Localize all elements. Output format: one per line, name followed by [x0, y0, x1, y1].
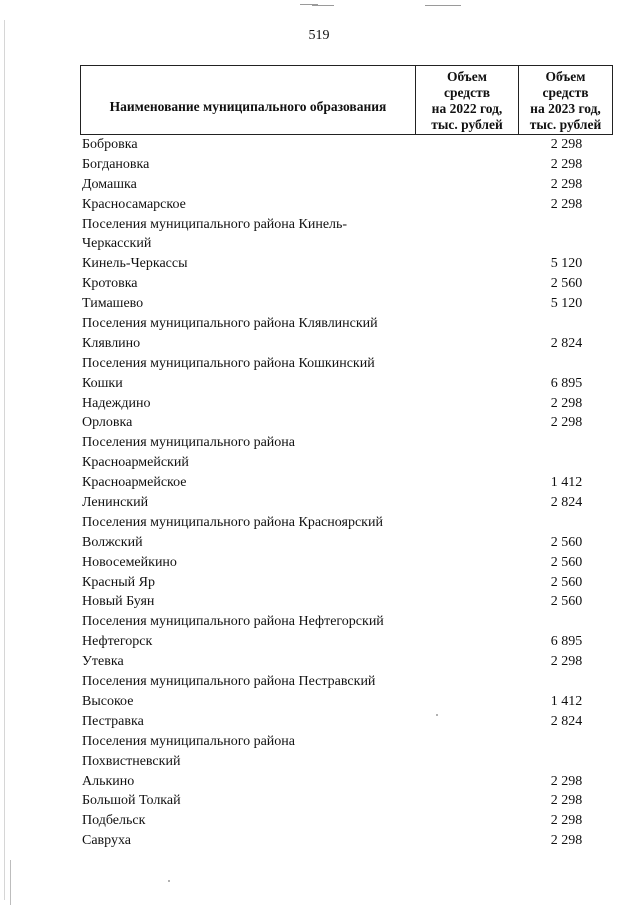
scan-speck	[436, 714, 438, 716]
municipality-name: Волжский	[82, 534, 143, 550]
amount-2022	[417, 254, 520, 274]
amount-2022	[417, 413, 520, 433]
municipality-name: Нефтегорск	[82, 634, 153, 650]
table-row	[80, 672, 613, 692]
municipality-name: Новосемейкино	[82, 554, 177, 570]
table-row	[80, 553, 613, 573]
table-row	[80, 772, 613, 792]
municipality-name: Орловка	[82, 415, 133, 431]
amount-2023: 2 298	[550, 176, 583, 192]
amount-2023: 6 895	[550, 375, 583, 391]
amount-2022	[417, 394, 520, 414]
amount-2022	[417, 234, 520, 254]
amount-2023: 2 298	[550, 773, 583, 789]
amount-2022	[417, 135, 520, 155]
scan-speck	[168, 880, 170, 882]
amount-2022	[417, 692, 520, 712]
scan-edge-line	[4, 20, 5, 900]
amount-2022	[417, 612, 520, 632]
table-row	[80, 592, 613, 612]
municipality-name: Кротовка	[82, 276, 138, 292]
table-row	[80, 155, 613, 175]
table-row	[80, 195, 613, 215]
table-row	[80, 135, 613, 155]
table-row	[80, 234, 613, 254]
amount-2023	[520, 672, 613, 692]
table-row	[80, 394, 613, 414]
amount-2023: 2 298	[550, 833, 583, 849]
amount-2022	[417, 195, 520, 215]
municipality-name: Бобровка	[82, 137, 138, 152]
table-row	[80, 692, 613, 712]
table-row	[80, 473, 613, 493]
municipality-name: Красноармейский	[82, 455, 189, 471]
amount-2022	[417, 553, 520, 573]
amount-2022	[417, 473, 520, 493]
amount-2023: 5 120	[550, 256, 583, 272]
municipality-name: Поселения муниципального района Нефтегорский	[82, 614, 384, 630]
amount-2023	[520, 732, 613, 752]
municipality-name: Поселения муниципального района	[82, 435, 296, 451]
amount-2023: 2 560	[550, 554, 583, 570]
amount-2022	[417, 294, 520, 314]
municipality-name: Поселения муниципального района Красноярский	[82, 514, 383, 530]
table-row	[80, 632, 613, 652]
amount-2022	[417, 314, 520, 334]
amount-2022	[417, 772, 520, 792]
table-row	[80, 513, 613, 533]
amount-2023: 2 560	[550, 574, 583, 590]
amount-2023: 6 895	[550, 634, 583, 650]
amount-2022	[417, 175, 520, 195]
amount-2023: 2 824	[550, 495, 583, 511]
table-row	[80, 354, 613, 374]
amount-2022	[417, 831, 520, 851]
municipality-name: Новый Буян	[82, 594, 155, 610]
table-row	[80, 791, 613, 811]
header-2023-column: Объем средств на 2023 год, тыс. рублей	[529, 69, 602, 132]
municipality-name: Домашка	[82, 176, 137, 192]
amount-2022	[417, 573, 520, 593]
amount-2023: 2 298	[550, 156, 583, 172]
table-row	[80, 493, 613, 513]
amount-2023	[520, 234, 613, 254]
amount-2023: 2 298	[550, 793, 583, 809]
municipality-name: Надеждино	[82, 395, 151, 411]
municipality-name: Поселения муниципального района Кошкинский	[82, 355, 375, 371]
amount-2022	[417, 533, 520, 553]
municipality-name: Ленинский	[82, 495, 149, 511]
amount-2023: 1 412	[550, 475, 583, 491]
municipality-name: Поселения муниципального района Пестравский	[82, 674, 376, 690]
amount-2023: 2 298	[550, 415, 583, 431]
amount-2022	[417, 712, 520, 732]
municipality-name: Пестравка	[82, 713, 144, 729]
municipality-name: Красный Яр	[82, 574, 155, 590]
amount-2023: 2 298	[550, 395, 583, 411]
amount-2022	[417, 732, 520, 752]
amount-2023	[520, 215, 613, 235]
scan-edge-mark	[10, 860, 11, 905]
amount-2022	[417, 354, 520, 374]
amount-2023: 2 560	[550, 594, 583, 610]
amount-2022	[417, 215, 520, 235]
amount-2022	[417, 513, 520, 533]
amount-2023: 2 824	[550, 335, 583, 351]
municipality-name: Черкасский	[82, 236, 152, 252]
amount-2022	[417, 632, 520, 652]
table-row	[80, 752, 613, 772]
municipality-name: Подбельск	[82, 813, 146, 829]
municipality-name: Красноармейское	[82, 475, 187, 491]
table-row	[80, 811, 613, 831]
municipality-name: Большой Толкай	[82, 793, 181, 809]
municipality-name: Клявлино	[82, 335, 141, 351]
table-row	[80, 254, 613, 274]
table-row	[80, 334, 613, 354]
scan-top-specks	[300, 2, 470, 8]
amount-2023	[520, 453, 613, 473]
municipality-name: Похвистневский	[82, 753, 181, 769]
amount-2022	[417, 752, 520, 772]
amount-2022	[417, 493, 520, 513]
amount-2023: 2 298	[550, 654, 583, 670]
amount-2023	[520, 752, 613, 772]
table-row	[80, 433, 613, 453]
municipality-name: Тимашево	[82, 296, 144, 312]
header-2022-column: Объем средств на 2022 год, тыс. рублей	[416, 66, 519, 134]
municipality-name: Высокое	[82, 693, 134, 709]
funding-table	[80, 65, 613, 851]
amount-2023: 2 560	[550, 534, 583, 550]
amount-2022	[417, 334, 520, 354]
table-row	[80, 612, 613, 632]
amount-2023: 2 298	[550, 813, 583, 829]
table-row	[80, 175, 613, 195]
table-row	[80, 314, 613, 334]
table-row	[80, 732, 613, 752]
amount-2022	[417, 374, 520, 394]
municipality-name: Поселения муниципального района Кинель-	[82, 216, 348, 232]
table-row	[80, 573, 613, 593]
amount-2023: 5 120	[550, 296, 583, 312]
table-row	[80, 831, 613, 851]
amount-2023: 2 824	[550, 713, 583, 729]
table-row	[80, 453, 613, 473]
amount-2023: 1 412	[550, 693, 583, 709]
amount-2022	[417, 592, 520, 612]
amount-2022	[417, 453, 520, 473]
amount-2023: 2 560	[550, 276, 583, 292]
table-row	[80, 294, 613, 314]
municipality-name: Поселения муниципального района	[82, 733, 296, 749]
table-row	[80, 712, 613, 732]
table-row	[80, 374, 613, 394]
table-row	[80, 652, 613, 672]
amount-2023	[520, 354, 613, 374]
page-number: 519	[308, 28, 330, 43]
amount-2023	[520, 433, 613, 453]
amount-2022	[417, 791, 520, 811]
table-body	[80, 135, 613, 851]
table-header	[80, 65, 613, 135]
table-row	[80, 413, 613, 433]
table-row	[80, 274, 613, 294]
amount-2022	[417, 652, 520, 672]
amount-2022	[417, 155, 520, 175]
municipality-name: Поселения муниципального района Клявлинский	[82, 316, 378, 332]
amount-2023: 2 298	[550, 137, 583, 152]
municipality-name: Утевка	[82, 654, 124, 670]
header-name-column: Наименование муниципального образования	[81, 66, 416, 134]
municipality-name: Савруха	[82, 833, 132, 849]
table-row	[80, 215, 613, 235]
amount-2022	[417, 433, 520, 453]
amount-2022	[417, 672, 520, 692]
amount-2023	[520, 612, 613, 632]
municipality-name: Богдановка	[82, 156, 150, 172]
amount-2023	[520, 314, 613, 334]
amount-2022	[417, 811, 520, 831]
municipality-name: Красносамарское	[82, 196, 186, 212]
municipality-name: Кинель-Черкассы	[82, 256, 188, 272]
municipality-name: Кошки	[82, 375, 123, 391]
amount-2023: 2 298	[550, 196, 583, 212]
amount-2023	[520, 513, 613, 533]
municipality-name: Алькино	[82, 773, 135, 789]
table-row	[80, 533, 613, 553]
amount-2022	[417, 274, 520, 294]
